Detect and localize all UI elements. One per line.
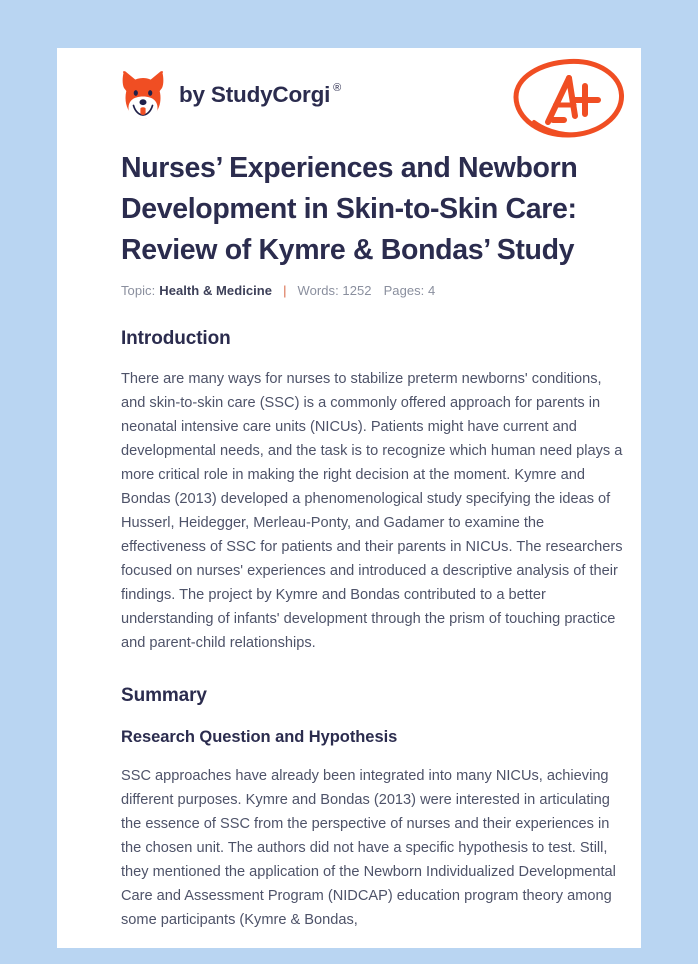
document-header [121, 48, 625, 148]
meta-separator: | [283, 283, 287, 298]
corgi-face-icon [121, 70, 165, 120]
document-content-column [121, 48, 625, 948]
document-paper [57, 48, 641, 948]
studycorgi-brand[interactable] [121, 70, 341, 120]
section-introduction [121, 328, 625, 655]
document-meta [121, 283, 625, 298]
a-plus-circled-icon [512, 56, 626, 140]
brand-prefix: by [179, 81, 211, 107]
section-research-question [121, 728, 625, 932]
section-heading: Summary [121, 685, 207, 706]
section-paragraph: There are many ways for nurses to stabilize preterm newborns' conditions, and skin-to-skin care (SSC) is a commonly offered approach for parents in neonatal intensive care units (NICUs). Patients might have current and developmental needs, and the task is to recognize which human need plays a more critical role in making the right decision at the moment. Kymre and Bondas (2013) developed a phenomenological study specifying the ideas of Husserl, Heidegger, Merleau-Ponty, and Gadamer to examine the effectiveness of SSC for patients and their parents in NICUs. The researchers focused on nurses' experiences and introduced a descriptive analysis of their findings. The project by Kymre and Bondas contributed to a better understanding of infants' development through the prism of touching practice and parent-child relationships. [121, 371, 623, 651]
section-heading: Introduction [121, 328, 231, 349]
brand-name: StudyCorgi [210, 81, 331, 107]
subsection-heading: Research Question and Hypothesis [121, 728, 398, 746]
topic-value[interactable]: Health & Medicine [159, 283, 273, 298]
page-count: Pages: 4 [383, 283, 436, 298]
brand-wordmark [179, 81, 342, 107]
registered-trademark-icon: ® [333, 82, 342, 95]
topic-label: Topic: [121, 283, 156, 298]
subsection-paragraph: SSC approaches have already been integrated into many NICUs, achieving different purposes. Kymre and Bondas (2013) were interested in articulating the essence of SSC from the perspective of nurses and their experiences in the chosen unit. The authors did not have a specific hypothesis to test. Still, they mentioned the application of the Newborn Individualized Developmental Care and Assessment Program (NIDCAP) education program theory among some participants (Kymre & Bondas, [121, 768, 616, 928]
section-summary [121, 685, 625, 707]
word-count: Words: 1252 [297, 283, 372, 298]
page-title: Nurses’ Experiences and Newborn Development in Skin-to-Skin Care: Review of Kymre & Bondas’ Study [121, 152, 578, 266]
